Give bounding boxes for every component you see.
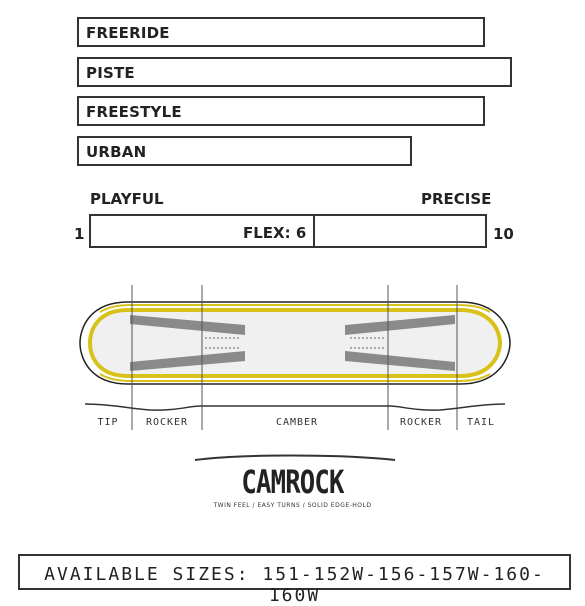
terrain-label-freeride: FREERIDE bbox=[86, 24, 170, 42]
terrain-label-urban: URBAN bbox=[86, 143, 147, 161]
board-shape bbox=[80, 302, 510, 384]
terrain-label-piste: PISTE bbox=[86, 64, 135, 82]
zone-label-rocker-left: ROCKER bbox=[145, 417, 189, 428]
zone-label-rocker-right: ROCKER bbox=[399, 417, 443, 428]
flex-value: FLEX: 6 bbox=[243, 224, 307, 242]
profile-tagline: TWIN FEEL / EASY TURNS / SOLID EDGE-HOLD bbox=[213, 502, 372, 509]
zone-label-tail: TAIL bbox=[466, 417, 496, 428]
flex-gauge bbox=[89, 214, 487, 248]
board-profile-diagram bbox=[0, 280, 585, 440]
profile-name: CAMROCK bbox=[241, 463, 344, 501]
zone-label-camber: CAMBER bbox=[275, 417, 319, 428]
flex-label-playful: PLAYFUL bbox=[90, 190, 164, 208]
terrain-bar-freeride bbox=[77, 17, 485, 47]
terrain-bar-freestyle bbox=[77, 96, 485, 126]
terrain-bar-urban bbox=[77, 136, 412, 166]
available-sizes-text: AVAILABLE SIZES: 151-152W-156-157W-160-160W bbox=[44, 564, 545, 606]
zone-label-tip: TIP bbox=[97, 417, 119, 428]
flex-label-precise: PRECISE bbox=[421, 190, 492, 208]
flex-max: 10 bbox=[493, 225, 514, 243]
flex-min: 1 bbox=[74, 225, 85, 243]
available-sizes-box bbox=[18, 554, 571, 606]
terrain-bar-piste bbox=[77, 57, 512, 87]
camrock-profile-line bbox=[85, 404, 505, 410]
terrain-label-freestyle: FREESTYLE bbox=[86, 103, 182, 121]
